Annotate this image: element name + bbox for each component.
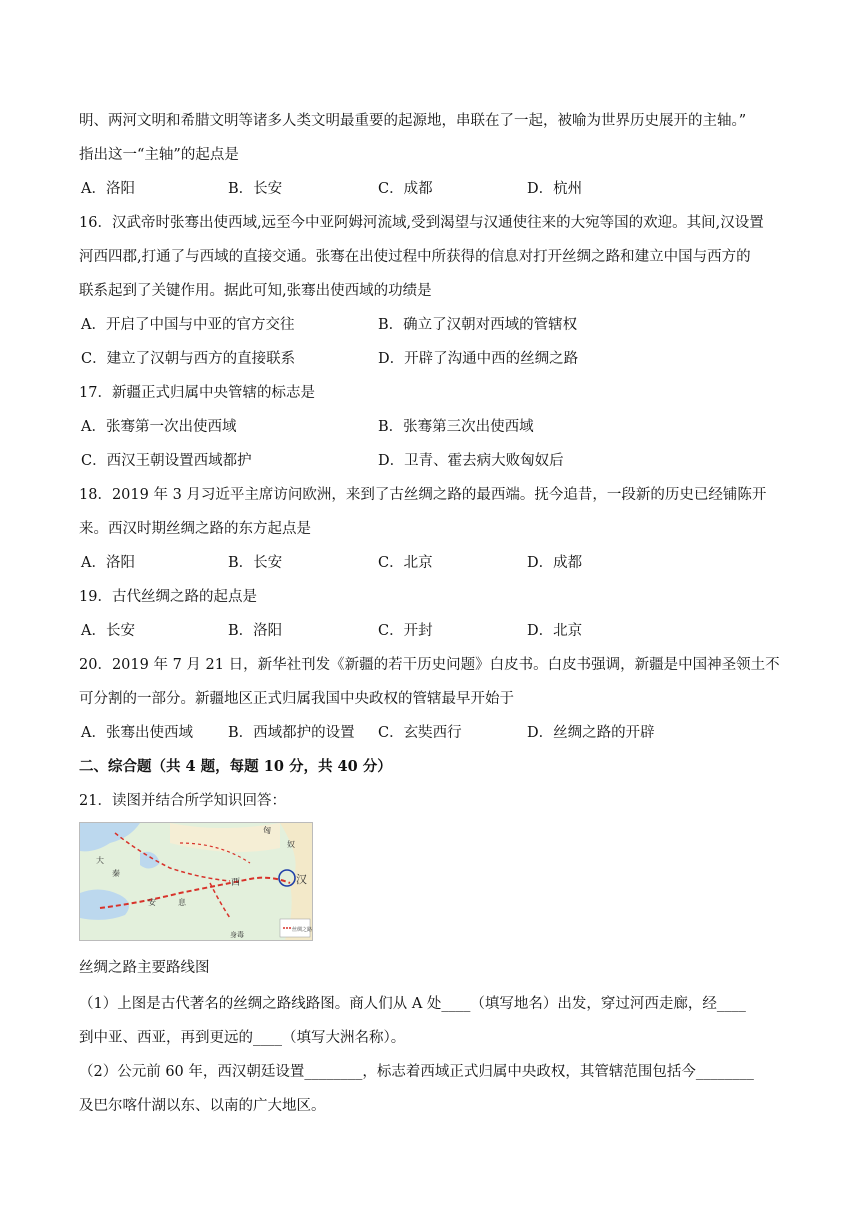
q16-line-1: 16．汉武帝时张骞出使西域,远至今中亚阿姆河流域,受到渴望与汉通使往来的大宛等国的欢迎。其间,汉设置 (79, 215, 764, 231)
q19-option-b[interactable]: B．洛阳 (228, 623, 283, 639)
q15-prompt: 指出这一“主轴”的起点是 (79, 147, 239, 163)
q16-option-b[interactable]: B．确立了汉朝对西域的管辖权 (378, 317, 578, 333)
legend-label: 丝绸之路 (292, 927, 312, 933)
q17-text: 17．新疆正式归属中央管辖的标志是 (79, 385, 315, 401)
q18-line-2: 来。西汉时期丝绸之路的东方起点是 (79, 521, 311, 537)
q19-option-a[interactable]: A．长安 (81, 623, 135, 639)
q18-option-b[interactable]: B．长安 (228, 555, 283, 571)
q19-option-c[interactable]: C．开封 (378, 623, 433, 639)
q18-line-1: 18．2019 年 3 月习近平主席访问欧洲，来到了古丝绸之路的最西端。抚今追昔，一段新的历史已经铺陈开 (79, 487, 767, 503)
map-label: 息 (178, 898, 186, 907)
q16-line-2: 河西四郡,打通了与西域的直接交通。张骞在出使过程中所获得的信息对打开丝绸之路和建立中国与西方的 (79, 249, 751, 265)
map-label: 秦 (112, 869, 120, 878)
q20-line-1: 20．2019 年 7 月 21 日，新华社刊发《新疆的若干历史问题》白皮书。白皮书强调，新疆是中国神圣领土不 (79, 657, 780, 673)
q20-option-c[interactable]: C．玄奘西行 (378, 725, 462, 741)
section-2-title: 二、综合题（共 4 题，每题 10 分，共 40 分） (79, 758, 392, 775)
map-label: 西 (231, 878, 241, 888)
map-label: 身毒 (230, 931, 244, 939)
q21-sub1-line-1: （1）上图是古代著名的丝绸之路线路图。商人们从 A 处____（填写地名）出发，穿过河西走廊，经____ (79, 996, 746, 1012)
q15-option-b[interactable]: B．长安 (228, 181, 283, 197)
q18-option-c[interactable]: C．北京 (378, 555, 433, 571)
q20-option-d[interactable]: D．丝绸之路的开辟 (527, 725, 655, 741)
q15-option-c[interactable]: C．成都 (378, 181, 433, 197)
q16-option-c[interactable]: C．建立了汉朝与西方的直接联系 (81, 351, 296, 367)
q15-option-a[interactable]: A．洛阳 (81, 181, 135, 197)
q17-option-b[interactable]: B．张骞第三次出使西域 (378, 419, 534, 435)
q15-text-tail: 明、两河文明和希腊文明等诸多人类文明最重要的起源地，串联在了一起，被喻为世界历史展开的主轴。” (79, 113, 747, 129)
q17-option-d[interactable]: D．卫青、霍去病大败匈奴后 (378, 453, 564, 469)
q21-sub2-line-1: （2）公元前 60 年，西汉朝廷设置________，标志着西域正式归属中央政权，其管辖范围包括今________ (79, 1064, 754, 1080)
q18-option-a[interactable]: A．洛阳 (81, 555, 135, 571)
q21-text: 21．读图并结合所学知识回答： (79, 793, 286, 809)
q19-text: 19．古代丝绸之路的起点是 (79, 589, 257, 605)
map-label: 匈 (263, 826, 271, 835)
q16-line-3: 联系起到了关键作用。据此可知,张骞出使西域的功绩是 (79, 283, 432, 299)
q18-option-d[interactable]: D．成都 (527, 555, 583, 571)
map-label: 安 (148, 898, 156, 907)
q17-option-a[interactable]: A．张骞第一次出使西域 (81, 419, 237, 435)
map-label: 汉 (296, 873, 307, 886)
q20-line-2: 可分割的一部分。新疆地区正式归属我国中央政权的管辖最早开始于 (79, 691, 514, 707)
map-label: 大 (96, 856, 104, 865)
q19-option-d[interactable]: D．北京 (527, 623, 583, 639)
q20-option-b[interactable]: B．西域都护的设置 (228, 725, 355, 741)
map-label: 奴 (287, 840, 295, 849)
q17-option-c[interactable]: C．西汉王朝设置西域都护 (81, 453, 252, 469)
q15-option-d[interactable]: D．杭州 (527, 181, 583, 197)
q21-sub2-line-2: 及巴尔喀什湖以东、以南的广大地区。 (79, 1098, 326, 1114)
q16-option-d[interactable]: D．开辟了沟通中西的丝绸之路 (378, 351, 579, 367)
q16-option-a[interactable]: A．开启了中国与中亚的官方交往 (81, 317, 295, 333)
silk-road-map-svg (80, 823, 312, 940)
silk-road-map (79, 822, 313, 941)
map-caption: 丝绸之路主要路线图 (79, 960, 210, 976)
q20-option-a[interactable]: A．张骞出使西域 (81, 725, 193, 741)
q21-sub1-line-2: 到中亚、西亚，再到更远的____（填写大洲名称）。 (79, 1030, 406, 1046)
